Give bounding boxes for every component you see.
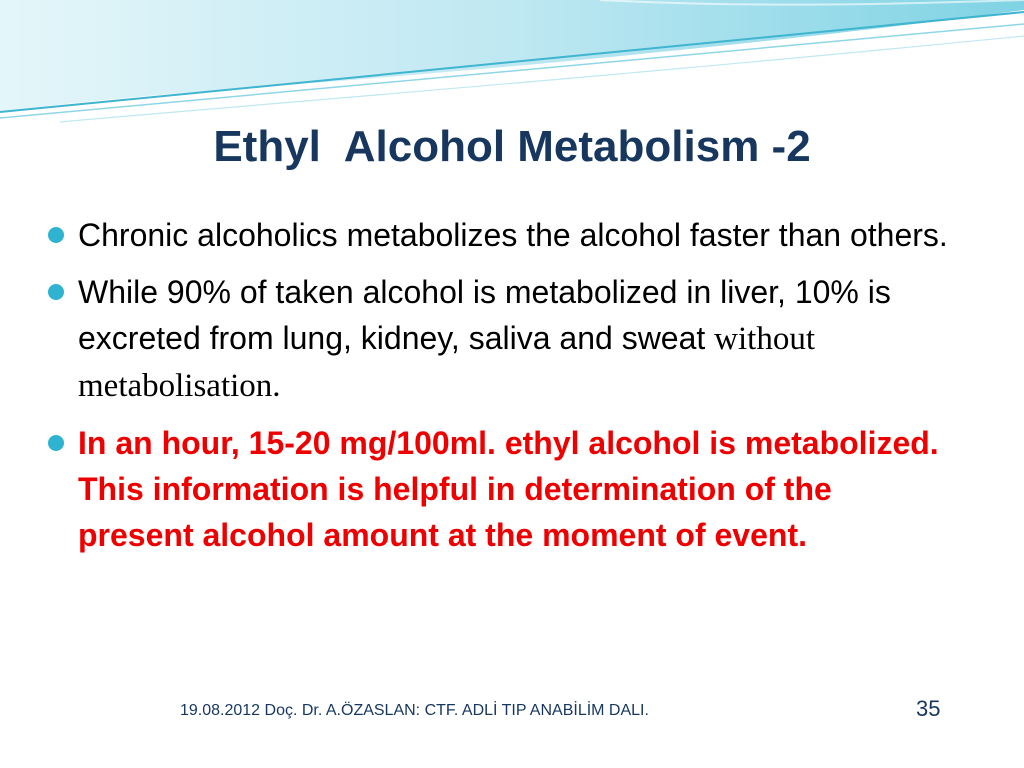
bullet-dot-icon <box>48 227 64 243</box>
page-number: 35 <box>916 696 941 721</box>
header-wave-decoration <box>0 0 1024 130</box>
slide-footer: 19.08.2012 Doç. Dr. A.ÖZASLAN: CTF. ADLİ TIP ANABİLİM DALI. <box>180 702 649 719</box>
bullet-item <box>48 269 948 409</box>
bullet-item <box>48 212 948 258</box>
bullet-item-highlight <box>48 420 948 558</box>
bullet-text: In an hour, 15-20 mg/100ml. ethyl alcohol is metabolized. This information is helpful in determination of the present alcohol amount at the moment of event. <box>78 425 939 553</box>
bullet-dot-icon <box>48 435 64 451</box>
bullet-text: While 90% of taken alcohol is metabolized in liver, 10% is excreted from lung, kidney, saliva and sweat <box>78 274 891 356</box>
bullet-dot-icon <box>48 284 64 300</box>
bullet-text: Chronic alcoholics metabolizes the alcohol faster than others. <box>78 217 948 253</box>
slide-title: Ethyl Alcohol Metabolism -2 <box>213 122 811 171</box>
bullet-list <box>48 212 948 569</box>
bullet-text-serif: without metabolisation. <box>78 321 816 404</box>
